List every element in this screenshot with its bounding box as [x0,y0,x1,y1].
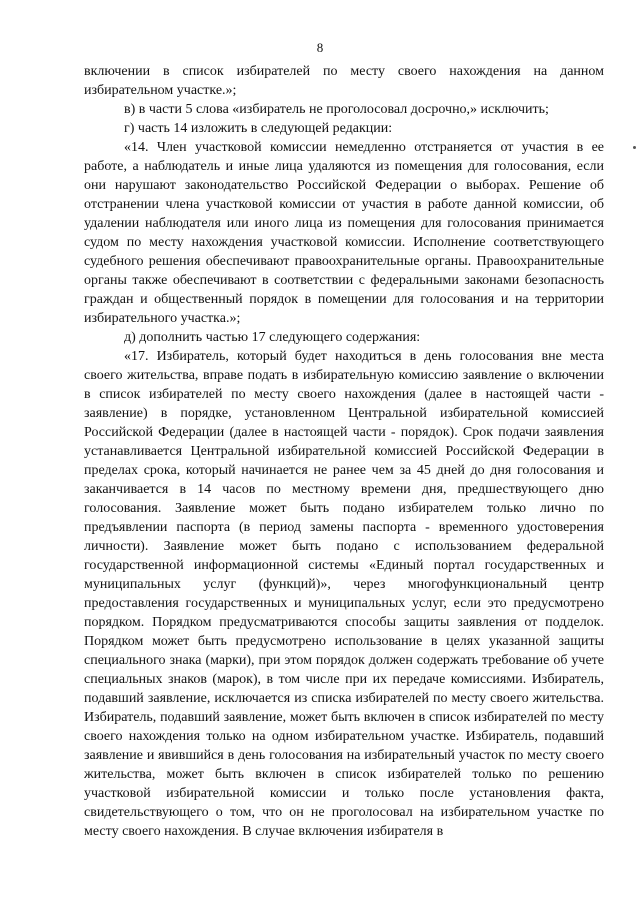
scan-mark [633,146,636,149]
paragraph-item-d: д) дополнить частью 17 следующего содержания: [124,330,421,345]
paragraph-item-g: г) часть 14 изложить в следующей редакции: [124,121,393,136]
paragraph-part-17: «17. Избиратель, который будет находиться в день голосования вне места своего жительства, вправе подать в избирательную комиссию заявление о включении в список избирателей по месту своего нахождения (далее в настоящей части - заявление) в порядке, установленном Центральной избирательной комиссией Российской Федерации (далее в настоящей части - порядок). Срок подачи заявления устанавливается Центральной избирательной комиссией Российской Федерации в пределах срока, который начинается не ранее чем за 45 дней до дня голосования и заканчивается в 14 часов по местному времени дня, предшествующего дню голосования. Заявление может быть подано избирателем только лично по предъявлении паспорта (в период замены паспорта - временного удостоверения личности). Заявление может быть подано с использованием федеральной государственной информационной системы «Единый портал государственных и муниципальных услуг (функций)», через многофункциональный центр предоставления государственных и муниципальных услуг, если это предусмотрено порядком. Порядком предусматриваются способы защиты заявления от подделок. Порядком может быть предусмотрено использование в целях указанной защиты специального знака (марки), при этом порядок должен содержать требование об учете специальных знаков (марок), в том числе при их передаче комиссиями. Избиратель, подавший заявление, исключается из списка избирателей по месту своего жительства. Избиратель, подавший заявление, может быть включен в список избирателей по месту своего нахождения только на одном избирательном участке. Избиратель, подавший заявление и явившийся в день голосования на избирательный участок по месту своего жительства, может быть включен в список избирателей только по решению участковой избирательной комиссии и только после установления факта, свидетельствующего о том, что он не проголосовал на избирательном участке по месту своего нахождения. В случае включения избирателя в [84,349,604,839]
paragraph-continuation: включении в список избирателей по месту своего нахождения на данном избирательном участке.»; [84,64,604,98]
paragraph-part-14: «14. Член участковой комиссии немедленно отстраняется от участия в ее работе, а наблюдатель и иные лица удаляются из помещения для голосования, если они нарушают законодательство Российской Федерации о выборах. Решение об отстранении члена участковой комиссии от участия в работе данной комиссии, об удалении наблюдателя или иного лица из помещения для голосования принимается судом по месту нахождения участковой комиссии. Исполнение соответствующего судебного решения обеспечивают правоохранительные органы. Правоохранительные органы также обеспечивают в соответствии с федеральными законами безопасность граждан и общественный порядок в помещении для голосования и на территории избирательного участка.»; [84,140,604,326]
paragraph-item-v: в) в части 5 слова «избиратель не проголосовал досрочно,» исключить; [124,102,549,117]
page-number: 8 [316,40,324,55]
document-body [84,62,604,841]
